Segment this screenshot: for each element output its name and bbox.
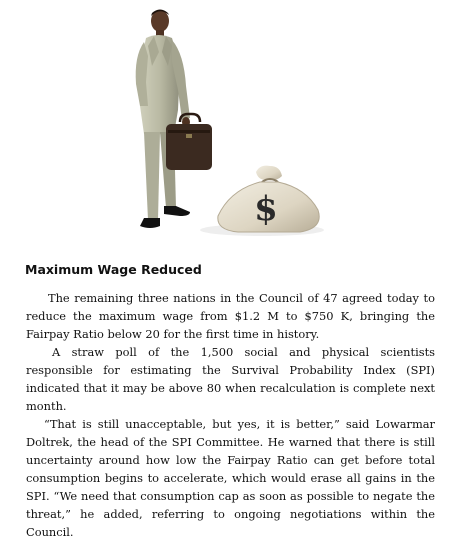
article-body [26,289,435,541]
businessman-with-money-bag-illustration [110,6,340,238]
article-paragraph: The remaining three nations in the Council of 47 agreed today to reduce the maximum wage from $1.2 M to $750 K, bringing the Fairpay Ratio below 20 for the first time in history. [26,291,435,341]
article-headline: Maximum Wage Reduced [25,262,202,277]
man-shoe-left [140,218,160,228]
man-shoe-right [164,206,190,216]
dollar-sign-icon: $ [254,189,278,229]
article-paragraph: “That is still unacceptable, but yes, it is better,” said Lowarmar Doltrek, the head of the SPI Committee. He warned that there is still uncertainty around how low the Fairpay Ratio can get before total consumption begins to accelerate, which would erase all gains in the SPI. “We need that consumption cap as soon as possible to negate the threat,” he added, referring to ongoing negotiations within the Council. [26,417,435,539]
money-bag [218,166,319,232]
article-paragraph: A straw poll of the 1,500 social and physical scientists responsible for estimating the Survival Probability Index (SPI) indicated that it may be above 80 when recalculation is complete next month. [26,345,435,413]
businessman-figure [136,10,212,229]
